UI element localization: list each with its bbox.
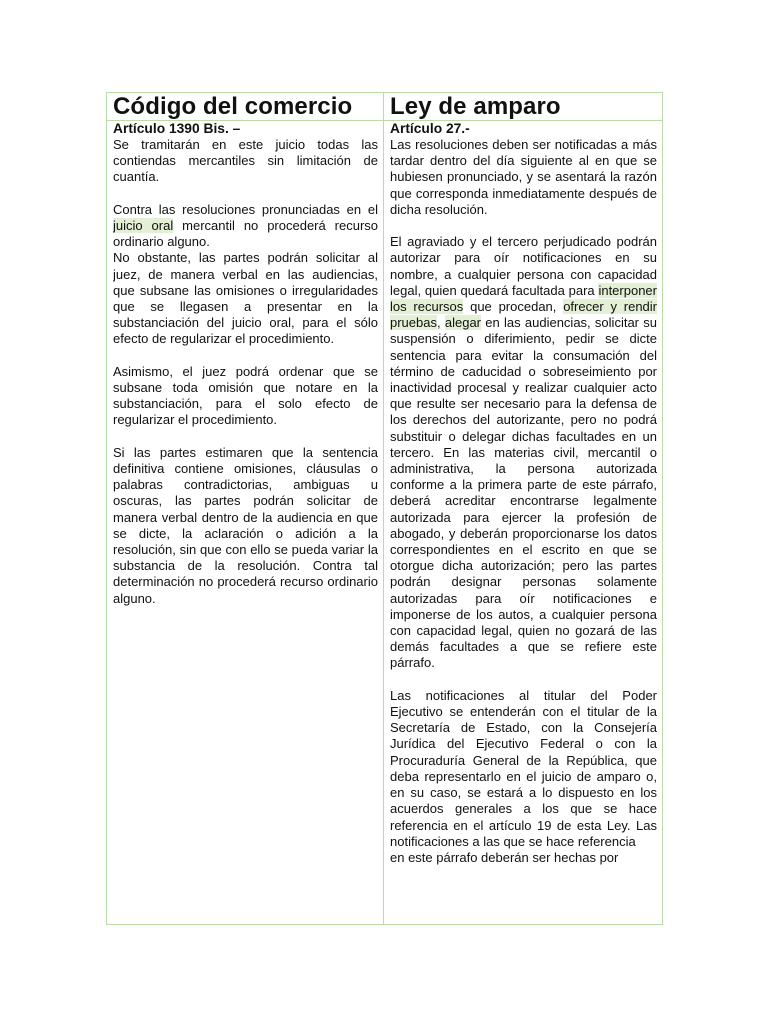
highlight-ofrecer-y-rendir-pruebas: ofrecer y rendir pruebas bbox=[390, 299, 657, 331]
header-ley-de-amparo: Ley de amparo bbox=[384, 93, 663, 121]
header-codigo-del-comercio: Código del comercio bbox=[107, 93, 384, 121]
right-paragraph-2-part-d: en las audiencias, solicitar su suspensión o diferimiento, pedir se dicte sentencia para evitar la consumación del término de caducidad o sobreseimiento por inactividad procesal y realizar cualquier acto que resulte ser necesario para la defensa de los derechos del autorizante, pero no podrá substituir o delegar dichas facultades en un tercero. En las materias civil, mercantil o administrativa, la persona autorizada conforme a la primera parte de este párrafo, deberá acreditar encontrarse legalmente autorizada para ejercer la profesión de abogado, y deberán proporcionarse los datos correspondientes en el escrito en que se otorgue dicha autorización; pero las partes podrán designar personas solamente autorizadas para oír notificaciones e imponerse de los autos, a cualquier persona con capacidad legal, quien no gozará de las demás facultades a que se refiere este párrafo. bbox=[390, 315, 657, 671]
header-row bbox=[107, 93, 663, 121]
left-column bbox=[107, 121, 384, 925]
left-paragraph-4: Asimismo, el juez podrá ordenar que se subsane toda omisión que notare en la substanciación, para el solo efecto de regularizar el procedimiento. bbox=[113, 363, 378, 428]
right-article-heading: Artículo 27.- bbox=[390, 121, 470, 136]
right-paragraph-1: Las resoluciones deben ser notificadas a más tardar dentro del día siguiente al en que se hubiesen pronunciado, y se asentará la razón que corresponda inmediatamente después de dicha resolución. bbox=[390, 137, 657, 217]
content-row bbox=[107, 121, 663, 925]
right-paragraph-2 bbox=[390, 234, 657, 671]
left-paragraph-2 bbox=[113, 202, 378, 251]
right-paragraph-2-part-c: , bbox=[436, 315, 445, 331]
highlight-juicio-oral: juicio oral bbox=[113, 218, 174, 233]
left-paragraph-1: Se tramitarán en este juicio todas las contiendas mercantiles sin limitación de cuantía. bbox=[113, 137, 378, 185]
left-paragraph-2-start: Contra las resoluciones pronunciadas en el bbox=[113, 201, 378, 217]
right-paragraph-2-part-b: que procedan, bbox=[463, 299, 564, 315]
highlight-alegar: alegar bbox=[444, 315, 482, 331]
left-paragraph-2-end: mercantil no procederá recurso ordinario alguno. bbox=[113, 218, 378, 250]
right-paragraph-4: en este párrafo deberán ser hechas por bbox=[390, 849, 619, 865]
left-article-heading: Artículo 1390 Bis. – bbox=[113, 121, 241, 136]
right-paragraph-2-part-a: El agraviado y el tercero perjudicado podrán autorizar para oír notificaciones en su nombre, a cualquier persona con capacidad legal, quien quedará facultada para bbox=[390, 234, 657, 298]
highlight-interponer-los-recursos: interponer los recursos bbox=[390, 282, 657, 315]
left-paragraph-5: Si las partes estimaren que la sentencia definitiva contiene omisiones, cláusulas o palabras contradictorias, ambiguas u oscuras, las partes podrán solicitar de manera verbal dentro de la audiencia en que se dicte, la aclaración o adición a la resolución, sin que con ello se pueda variar la substancia de la resolución. Contra tal determinación no procederá recurso ordinario alguno. bbox=[113, 444, 378, 606]
left-paragraph-3: No obstante, las partes podrán solicitar al juez, de manera verbal en las audiencias, que subsane las omisiones o irregularidades que se llegasen a presentar en la substanciación del juicio oral, para el sólo efecto de regularizar el procedimiento. bbox=[113, 250, 378, 347]
comparison-table bbox=[106, 92, 663, 925]
right-column bbox=[384, 121, 663, 925]
right-paragraph-3: Las notificaciones al titular del Poder Ejecutivo se entenderán con el titular de la Secretaría de Estado, con la Consejería Jurídica del Ejecutivo Federal o con la Procuraduría General de la República, que deba representarlo en el juicio de amparo o, en su caso, se estará a lo dispuesto en los acuerdos generales a los que se hace referencia en el artículo 19 de esta Ley. Las notificaciones a las que se hace referencia bbox=[390, 687, 657, 849]
